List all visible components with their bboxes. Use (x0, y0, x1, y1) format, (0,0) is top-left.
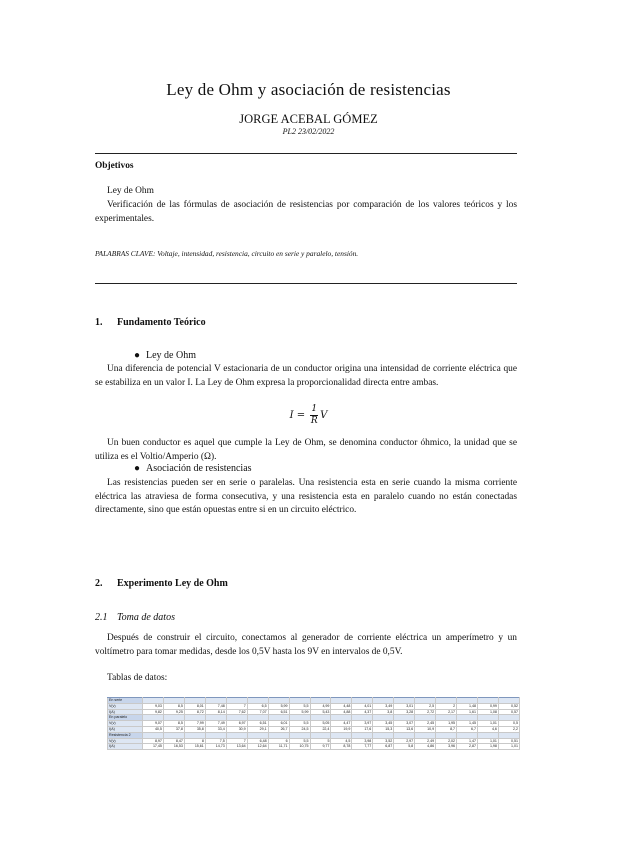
subsection-number: 2.1 (95, 612, 108, 623)
table-cell: 30,9 (226, 726, 247, 732)
table-row-label: En serie (108, 698, 143, 704)
table-cell: 7,99 (184, 721, 205, 727)
paper-subtitle: PL2 23/02/2022 (282, 127, 335, 136)
top-rule (95, 153, 517, 154)
table-cell: 3,96 (436, 744, 457, 750)
table-cell: 7,62 (226, 709, 247, 715)
bullet-ley-de-ohm-label: Ley de Ohm (146, 350, 196, 361)
table-cell: 1,01 (478, 721, 499, 727)
table-cell: 1,45 (457, 721, 478, 727)
table-cell: 8,7 (436, 726, 457, 732)
table-cell: 1,01 (478, 738, 499, 744)
table-cell: 6,7 (457, 726, 478, 732)
table-cell: 0,99 (478, 703, 499, 709)
formula-rhs: V (320, 410, 328, 421)
table-cell: 4,6 (478, 726, 499, 732)
table-cell: 1,95 (436, 721, 457, 727)
table-row-label: V(v) (108, 738, 143, 744)
table-cell: 2,17 (436, 709, 457, 715)
subsection-title: Toma de datos (117, 612, 175, 623)
formula-fraction (310, 404, 318, 427)
bullet-asociacion-label: Asociación de resistencias (146, 463, 252, 474)
table-cell: 8,97 (143, 738, 164, 744)
bullet-dot-icon: ● (133, 463, 141, 474)
table-cell: 7,49 (205, 721, 226, 727)
tables-label: Tablas de datos: (107, 673, 168, 683)
table-cell: 4,99 (310, 703, 331, 709)
bullet-dot-icon: ● (133, 350, 141, 361)
table-cell: 33,4 (205, 726, 226, 732)
table-cell: 6,5 (247, 703, 268, 709)
table-cell: 1,61 (457, 709, 478, 715)
section-2-heading (95, 578, 228, 589)
table-cell: 5,05 (310, 721, 331, 727)
table-cell: 1,08 (478, 709, 499, 715)
table-cell: 6,87 (373, 744, 394, 750)
table-row-label: I(A) (108, 744, 143, 750)
table-cell: 1,01 (498, 744, 519, 750)
table-cell: 9,07 (143, 721, 164, 727)
table-cell: 24,5 (289, 726, 310, 732)
table-cell: 3,97 (352, 721, 373, 727)
author-name: JORGE ACEBAL GÓMEZ (239, 112, 378, 126)
section-2-paragraph-1: Después de construir el circuito, conectamos al generador de corriente eléctrica un amperímetro y un voltímetro para tomar medidas, desde los 0,5V hasta los 9V en intervalos de 0,5V. (95, 633, 517, 657)
table-cell: 17,45 (143, 744, 164, 750)
formula-equals: = (296, 410, 306, 421)
table-cell: 4,47 (331, 721, 352, 727)
section-1-paragraph-3: Las resistencias pueden ser en serie o paralelas. Una resistencia esta en serie cuando la misma corriente eléctrica las atraviesa de forma consecutiva, y una resistencia esta en paralelo cuando no están conectadas directamente, sino que están opuestas entre si en un circuito eléctrico. (95, 478, 517, 515)
data-table (107, 697, 520, 750)
table-cell: 6,01 (268, 721, 289, 727)
table-cell: 4,5 (331, 738, 352, 744)
bullet-asociacion (128, 463, 252, 474)
table-cell: 5,43 (310, 709, 331, 715)
table-cell: 4,37 (352, 709, 373, 715)
table-cell: 7,07 (247, 709, 268, 715)
formula-lhs: I (289, 410, 294, 421)
table-cell: 13,6 (394, 726, 415, 732)
table-cell: 2,72 (415, 709, 436, 715)
table-cell: 0,52 (498, 703, 519, 709)
table-cell: 6,97 (226, 721, 247, 727)
table-cell: 11,71 (268, 744, 289, 750)
table-cell: 2,45 (415, 721, 436, 727)
table-cell: 14,73 (205, 744, 226, 750)
table-cell: 15,61 (184, 744, 205, 750)
table-row-label: I(A) (108, 726, 143, 732)
table-cell: 9,77 (310, 744, 331, 750)
table-row-label: Resistencia 2 (108, 732, 143, 738)
table-cell: 2,02 (436, 738, 457, 744)
table-cell: 6,51 (268, 709, 289, 715)
table-cell: 26,7 (268, 726, 289, 732)
table-cell: 8,5 (163, 721, 184, 727)
table-cell: 12,64 (247, 744, 268, 750)
objectives-line-1: Ley de Ohm (107, 186, 154, 196)
table-cell: 8,01 (184, 703, 205, 709)
objectives-heading: Objetivos (95, 161, 134, 171)
table-cell: 7,77 (352, 744, 373, 750)
table-cell: 3,01 (394, 703, 415, 709)
table-cell: 2 (436, 703, 457, 709)
table-cell: 4,48 (331, 703, 352, 709)
table-cell: 2,87 (457, 744, 478, 750)
table-cell: 3,45 (373, 721, 394, 727)
table-cell: 10,9 (415, 726, 436, 732)
table-cell: 3,49 (373, 703, 394, 709)
table-cell: 7 (226, 703, 247, 709)
table-cell: 2,5 (415, 703, 436, 709)
table-cell: 8,5 (163, 703, 184, 709)
section-1-title: Fundamento Teórico (117, 317, 206, 328)
table-cell: 1,47 (457, 738, 478, 744)
table-cell: 6 (268, 738, 289, 744)
table-cell: 3,28 (394, 709, 415, 715)
table-cell: 16,53 (163, 744, 184, 750)
table-cell: 9,25 (163, 709, 184, 715)
table-cell: 3,07 (394, 721, 415, 727)
table-cell: 5,8 (394, 744, 415, 750)
table-cell: 6,48 (247, 738, 268, 744)
section-2-number: 2. (95, 578, 103, 589)
table-cell: 2,2 (498, 726, 519, 732)
bullet-ley-de-ohm (128, 350, 196, 361)
table-cell: 8,47 (163, 738, 184, 744)
table-row-label: V(v) (108, 703, 143, 709)
table-row-label: En paralelo (108, 715, 143, 721)
table-cell: 19,9 (331, 726, 352, 732)
bottom-rule (95, 283, 517, 284)
table-cell: 8,14 (205, 709, 226, 715)
table-cell: 8 (184, 738, 205, 744)
table-cell: 40,5 (143, 726, 164, 732)
table-row-label: V(v) (108, 721, 143, 727)
section-1-paragraph-2: Un buen conductor es aquel que cumple la Ley de Ohm, se denomina conductor óhmico, la unidad que se utiliza es el Voltio/Amperio (Ω). (95, 438, 517, 462)
table-cell: 6,51 (247, 721, 268, 727)
table-cell: 2,49 (415, 738, 436, 744)
table-cell: 15,3 (373, 726, 394, 732)
table-cell: 5 (310, 738, 331, 744)
table-cell: 9,03 (143, 703, 164, 709)
table-cell: 3,98 (352, 738, 373, 744)
table-cell: 7 (226, 738, 247, 744)
table-row (108, 744, 520, 750)
section-1-paragraph-1: Una diferencia de potencial V estacionaria de un conductor origina una intensidad de corriente eléctrica que se estabiliza en un valor I. La Ley de Ohm expresa la proporcionalidad directa entre ambas. (95, 364, 517, 388)
ohm-formula (0, 404, 617, 427)
table-cell: 17,6 (352, 726, 373, 732)
table-cell: 5,5 (289, 738, 310, 744)
table-cell: 3,52 (373, 738, 394, 744)
table-cell: 9,82 (143, 709, 164, 715)
section-1-number: 1. (95, 317, 103, 328)
table-cell: 1,48 (457, 703, 478, 709)
table-cell: 8,72 (184, 709, 205, 715)
table-cell: 35,8 (184, 726, 205, 732)
keywords: PALABRAS CLAVE: Voltaje, intensidad, resistencia, circuito en serie y paralelo, tensión. (95, 249, 359, 258)
table-cell: 10,75 (289, 744, 310, 750)
table-cell: 7,5 (205, 738, 226, 744)
objectives-line-2: Verificación de las fórmulas de asociación de resistencias por comparación de los valores teóricos y los experimentales. (95, 200, 517, 224)
table-cell: 0,5 (498, 721, 519, 727)
table-cell: 0,51 (498, 738, 519, 744)
section-2-title: Experimento Ley de Ohm (117, 578, 228, 589)
subsection-2-1-heading (95, 612, 175, 623)
table-cell: 2,97 (394, 738, 415, 744)
table-cell: 37,8 (163, 726, 184, 732)
formula-numerator: 1 (311, 404, 318, 414)
table-row-label: I(A) (108, 709, 143, 715)
table-cell: 4,86 (415, 744, 436, 750)
table-cell: 1,98 (478, 744, 499, 750)
table-cell: 22,4 (310, 726, 331, 732)
table-cell: 29,1 (247, 726, 268, 732)
table-cell: 0,57 (498, 709, 519, 715)
table-cell: 4,88 (331, 709, 352, 715)
table-cell: 5,5 (289, 721, 310, 727)
section-1-heading (95, 317, 206, 328)
paper-title: Ley de Ohm y asociación de resistencias (166, 80, 451, 99)
table-cell: 5,99 (289, 709, 310, 715)
table-cell: 8,78 (331, 744, 352, 750)
table-cell: 7,48 (205, 703, 226, 709)
formula-denominator: R (310, 416, 318, 426)
table-cell: 4,01 (352, 703, 373, 709)
table-cell: 5,99 (268, 703, 289, 709)
table-cell: 5,5 (289, 703, 310, 709)
table-cell: 3,8 (373, 709, 394, 715)
table-cell: 13,64 (226, 744, 247, 750)
